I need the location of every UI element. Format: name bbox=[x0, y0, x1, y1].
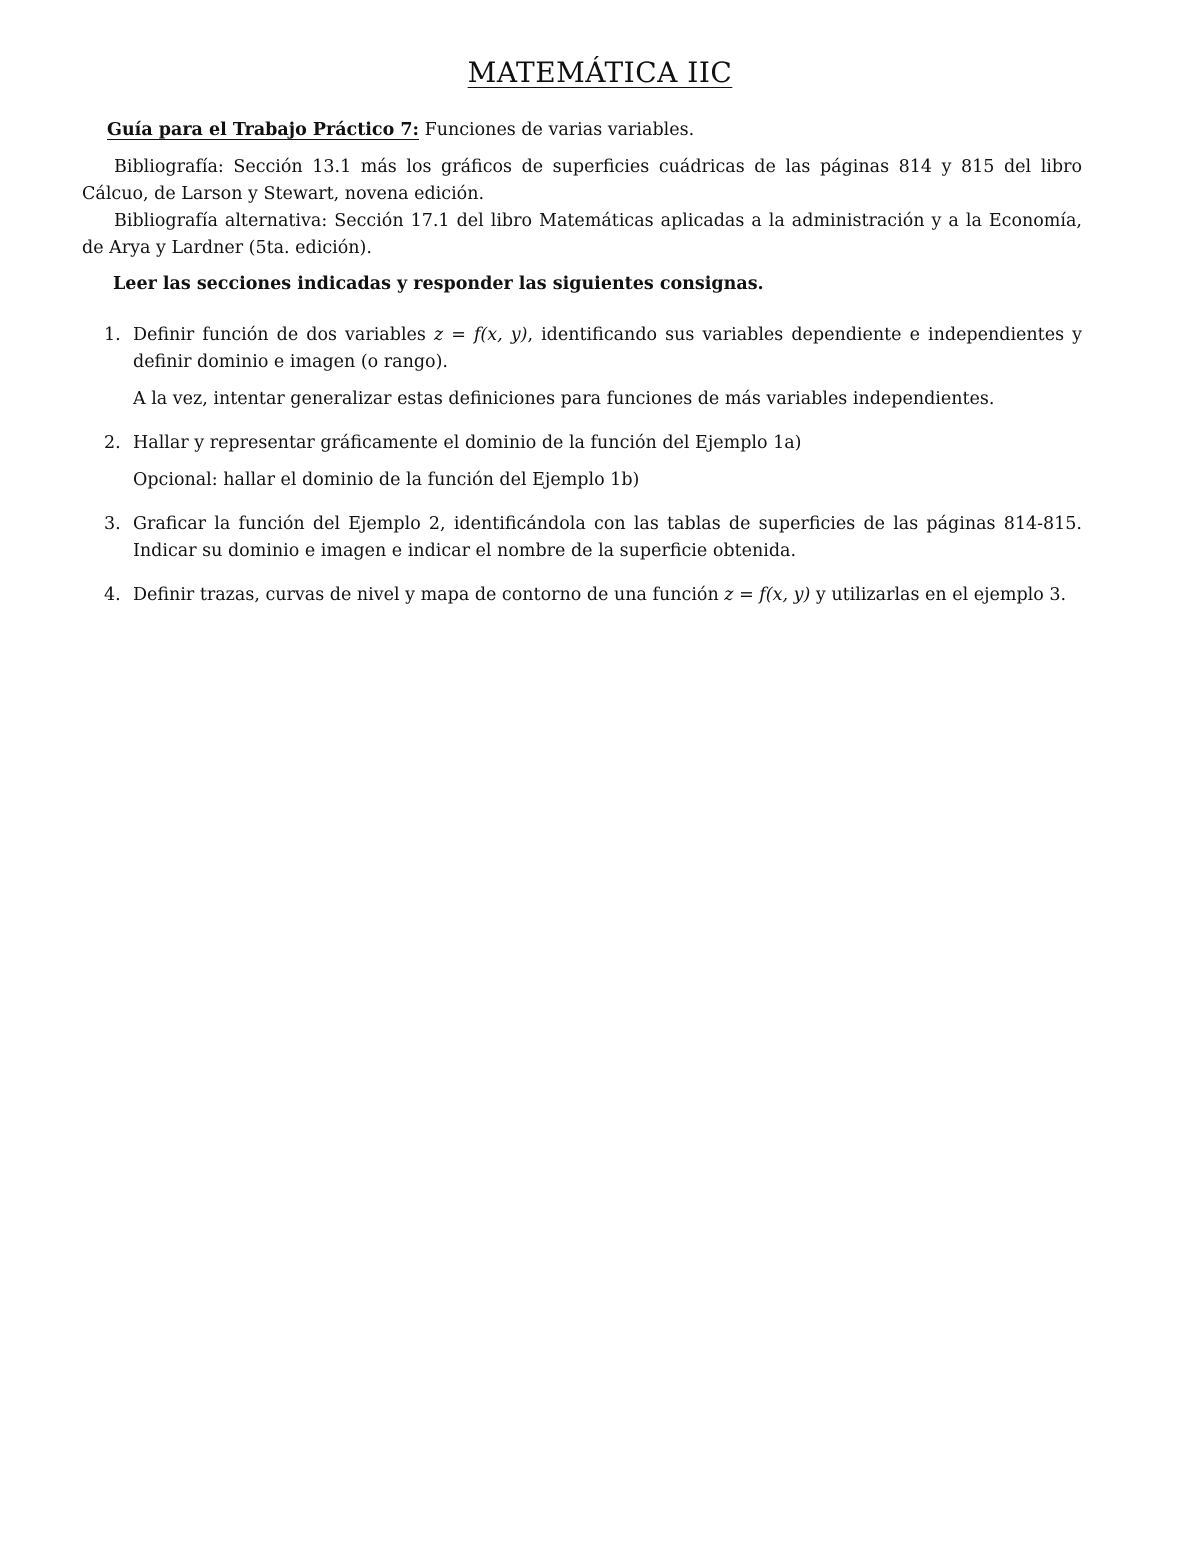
bibliography-paragraph: Bibliografía: Sección 13.1 más los gráficos de superficies cuádricas de las páginas 814 y 815 del libro Cálcuo, de Larson y Stewart, novena edición. bbox=[82, 157, 1082, 204]
item-text-part: Definir función de dos variables bbox=[133, 325, 434, 345]
list-item-3 bbox=[82, 511, 1082, 565]
item-text bbox=[133, 582, 1082, 609]
item-text-part: Definir trazas, curvas de nivel y mapa de contorno de una función bbox=[133, 585, 725, 605]
item-text: Hallar y representar gráficamente el dominio de la función del Ejemplo 1a) bbox=[133, 433, 802, 453]
item-number: 4. bbox=[104, 585, 121, 605]
item-number: 2. bbox=[104, 433, 121, 453]
page-title: MATEMÁTICA IIC bbox=[467, 56, 733, 89]
instruction-text: Leer las secciones indicadas y responder las siguientes consignas. bbox=[113, 274, 764, 294]
item-subtext: Opcional: hallar el dominio de la función del Ejemplo 1b) bbox=[133, 470, 640, 490]
item-text: Graficar la función del Ejemplo 2, identificándola con las tablas de superficies de las páginas 814-815. Indicar su dominio e imagen e indicar el nombre de la superficie obtenida. bbox=[133, 514, 1082, 561]
guide-heading bbox=[107, 117, 1082, 144]
exercise-list bbox=[82, 322, 1082, 626]
item-number: 1. bbox=[104, 325, 121, 345]
bibliography-alt-paragraph: Bibliografía alternativa: Sección 17.1 del libro Matemáticas aplicadas a la administración y a la Economía, de Arya y Lardner (5ta. edición). bbox=[82, 211, 1082, 258]
item-number: 3. bbox=[104, 514, 121, 534]
item-subtext: A la vez, intentar generalizar estas definiciones para funciones de más variables independientes. bbox=[133, 389, 995, 409]
list-item-4 bbox=[82, 582, 1082, 609]
item-text-part: , identificando sus variables dependiente e independientes y definir dominio e imagen (o rango). bbox=[133, 325, 1082, 372]
math-expression: z = f(x, y) bbox=[433, 325, 528, 345]
math-expression: z = f(x, y) bbox=[724, 585, 811, 605]
guide-title: Guía para el Trabajo Práctico 7: bbox=[107, 120, 419, 140]
list-item-1 bbox=[82, 322, 1082, 413]
list-item-2 bbox=[82, 430, 1082, 494]
item-text bbox=[133, 322, 1082, 376]
item-text-part: y utilizarlas en el ejemplo 3. bbox=[810, 585, 1067, 605]
guide-subtitle: Funciones de varias variables. bbox=[419, 120, 695, 140]
